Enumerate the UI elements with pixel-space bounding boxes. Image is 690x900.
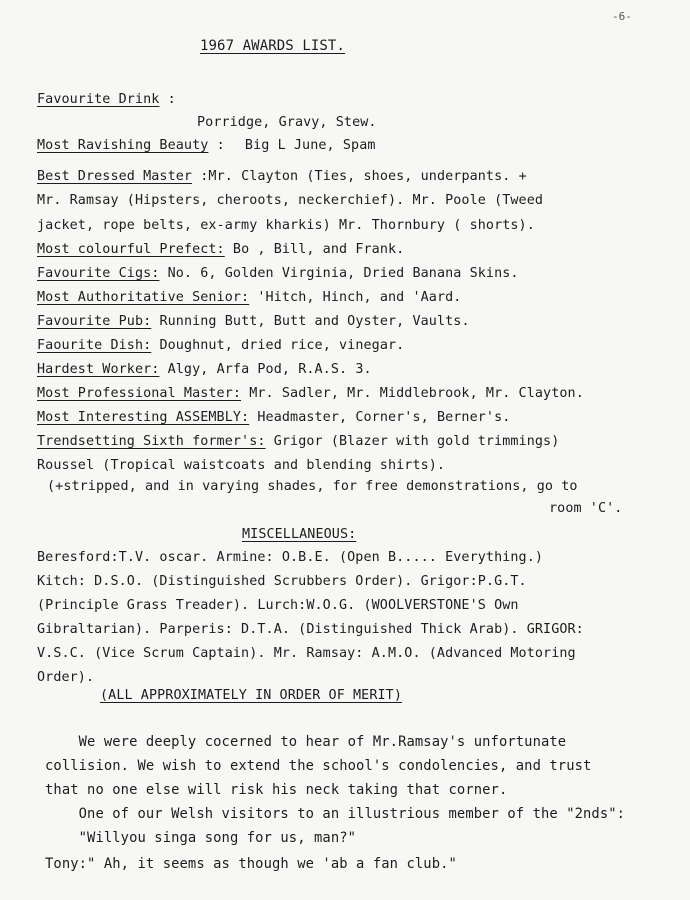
award-value: Grigor (Blazer with gold trimmings) [273, 434, 560, 449]
award-trendsetting-sixth-formers [37, 434, 559, 449]
award-value: jacket, rope belts, ex-army kharkis) Mr. Thornbury ( shorts). [37, 218, 535, 233]
misc-line: Order). [37, 670, 95, 685]
award-most-authoritative-senior [37, 290, 461, 305]
award-value: No. 6, Golden Virginia, Dried Banana Skins. [167, 266, 519, 281]
paragraph-line: that no one else will risk his neck taking that corner. [45, 782, 508, 798]
award-value: Mr. Sadler, Mr. Middlebrook, Mr. Clayton. [249, 386, 584, 401]
award-value: Algy, Arfa Pod, R.A.S. 3. [167, 362, 372, 377]
misc-line: Kitch: D.S.O. (Distinguished Scrubbers Order). Grigor:P.G.T. [37, 574, 527, 589]
award-value: Bo , Bill, and Frank. [232, 242, 405, 257]
award-value: 'Hitch, Hinch, and 'Aard. [257, 290, 462, 305]
award-label: Most colourful Prefect: [37, 242, 225, 257]
award-value: Roussel (Tropical waistcoats and blending shirts). [37, 458, 446, 473]
award-sep: : [216, 138, 225, 153]
award-value: Porridge, Gravy, Stew. [197, 115, 377, 130]
award-label: Most Interesting ASSEMBLY: [37, 410, 250, 425]
award-hardest-worker [37, 362, 372, 377]
award-favourite-cigs [37, 266, 519, 281]
paragraph-line: "Willyou singa song for us, man?" [45, 830, 357, 846]
award-favourite-drink [37, 92, 176, 107]
paragraph-line: We were deeply cocerned to hear of Mr.Ramsay's unfortunate [45, 734, 567, 750]
award-most-ravishing-beauty [37, 138, 376, 153]
page-number: -6- [612, 10, 632, 23]
award-best-dressed-master [37, 169, 527, 184]
award-label: Favourite Pub: [37, 314, 152, 329]
merit-note: (ALL APPROXIMATELY IN ORDER OF MERIT) [100, 688, 402, 703]
award-label: Hardest Worker: [37, 362, 160, 377]
award-value: Mr. Ramsay (Hipsters, cheroots, neckerchief). Mr. Poole (Tweed [37, 193, 544, 208]
award-sep: : [200, 169, 209, 184]
award-sep: : [167, 92, 176, 107]
award-label: Favourite Cigs: [37, 266, 160, 281]
award-label: Most Ravishing Beauty [37, 138, 209, 153]
misc-heading: MISCELLANEOUS: [242, 527, 357, 542]
misc-line: (Principle Grass Treader). Lurch:W.O.G. (WOOLVERSTONE'S Own [37, 598, 519, 613]
award-most-colourful-prefect [37, 242, 404, 257]
award-label: Most Authoritative Senior: [37, 290, 250, 305]
award-value: Big L June, Spam [244, 138, 376, 153]
misc-line: Gibraltarian). Parperis: D.T.A. (Distinguished Thick Arab). GRIGOR: [37, 622, 584, 637]
award-favourite-pub [37, 314, 470, 329]
misc-line: V.S.C. (Vice Scrum Captain). Mr. Ramsay: A.M.O. (Advanced Motoring [37, 646, 576, 661]
award-footnote: (+stripped, and in varying shades, for free demonstrations, go to [47, 479, 578, 494]
award-value: Mr. Clayton (Ties, shoes, underpants. + [208, 169, 527, 184]
award-footnote-room: room 'C'. [549, 501, 623, 516]
award-label: Most Professional Master: [37, 386, 242, 401]
award-value: Running Butt, Butt and Oyster, Vaults. [159, 314, 470, 329]
award-label: Best Dressed Master [37, 169, 193, 184]
misc-line: Beresford:T.V. oscar. Armine: O.B.E. (Open B..... Everything.) [37, 550, 544, 565]
paragraph-line: One of our Welsh visitors to an illustrious member of the "2nds": [45, 806, 626, 822]
page-title: 1967 AWARDS LIST. [200, 38, 345, 54]
award-value: Headmaster, Corner's, Berner's. [257, 410, 511, 425]
award-most-interesting-assembly [37, 410, 510, 425]
award-label: Faourite Dish: [37, 338, 152, 353]
paragraph-line: collision. We wish to extend the school's condolencies, and trust [45, 758, 592, 774]
award-value: Doughnut, dried rice, vinegar. [159, 338, 405, 353]
award-favourite-dish [37, 338, 404, 353]
award-most-professional-master [37, 386, 584, 401]
paragraph-line: Tony:" Ah, it seems as though we 'ab a fan club." [45, 856, 457, 872]
award-label: Favourite Drink [37, 92, 160, 107]
award-label: Trendsetting Sixth former's: [37, 434, 266, 449]
